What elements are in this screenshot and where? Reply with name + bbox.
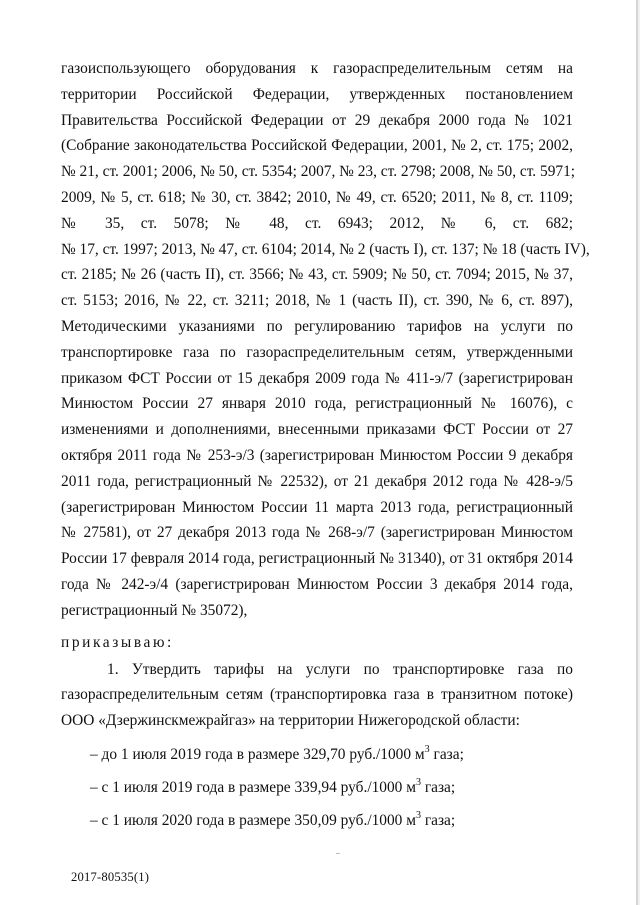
paragraph-line: 2011 года, регистрационный № 22532), от 21 декабря 2012 года № 428-э/5: [61, 472, 573, 490]
paragraph-line: № 35, ст. 5078; № 48, ст. 6943; 2012, № 6, ст. 682;: [61, 214, 573, 232]
tariff-item: [61, 808, 573, 841]
legal-basis-paragraph: [61, 56, 590, 624]
paragraph-line: № 21, ст. 2001; 2006, № 50, ст. 5354; 2007, № 23, ст. 2798; 2008, № 50, ст. 5971;: [61, 163, 576, 181]
cubic-superscript: 3: [415, 776, 421, 788]
paragraph-line: России 17 февраля 2014 года, регистрационный № 31340), от 31 октября 2014: [61, 550, 573, 568]
paragraph-line: изменениями и дополнениями, внесенными приказами ФСТ России от 27: [61, 421, 573, 439]
tariff-list: [61, 742, 573, 841]
paragraph-line: Методическими указаниями по регулированию тарифов на услуги по: [61, 317, 573, 335]
paragraph-line: (зарегистрирован Минюстом России 11 марта 2013 года, регистрационный: [61, 498, 573, 516]
paragraph-line: Минюстом России 27 января 2010 года, регистрационный № 16076), с: [61, 395, 573, 413]
paragraph-line: приказом ФСТ России от 15 декабря 2009 года № 411-э/7 (зарегистрирован: [61, 369, 573, 387]
scan-mark: [336, 853, 340, 854]
clause-1: [61, 657, 573, 734]
paragraph-line: транспортировке газа по газораспределительным сетям, утвержденными: [61, 343, 573, 361]
document-body: [61, 56, 590, 841]
paragraph-line: газоиспользующего оборудования к газораспределительным сетям на: [61, 60, 573, 77]
tariff-text: – с 1 июля 2019 года в размере 339,94 руб./1000 м: [90, 778, 416, 796]
clause-line: 1. Утвердить тарифы на услуги по транспортировке газа по: [107, 660, 573, 678]
tariff-item: [61, 775, 573, 808]
tariff-suffix: газа;: [420, 811, 456, 829]
paragraph-line: 2009, № 5, ст. 618; № 30, ст. 3842; 2010, № 49, ст. 6520; 2011, № 8, ст. 1109;: [61, 188, 573, 206]
paragraph-line: (Собрание законодательства Российской Федерации, 2001, № 2, ст. 175; 2002,: [61, 137, 573, 155]
paragraph-line: № 27581), от 27 декабря 2013 года № 268-э/7 (зарегистрирован Минюстом: [61, 524, 573, 542]
tariff-item: [61, 742, 573, 775]
document-code: 2017-80535(1): [71, 870, 150, 884]
clause-line: ООО «Дзержинскмежрайгаз» на территории Нижегородской области:: [61, 712, 520, 730]
paragraph-line: № 17, ст. 1997; 2013, № 47, ст. 6104; 2014, № 2 (часть I), ст. 137; № 18 (часть IV),: [61, 240, 590, 258]
paragraph-line: регистрационный № 35072),: [61, 601, 248, 619]
tariff-text: – с 1 июля 2020 года в размере 350,09 руб./1000 м: [90, 811, 416, 829]
cubic-superscript: 3: [415, 809, 421, 821]
tariff-suffix: газа;: [420, 778, 456, 796]
paragraph-line: ст. 2185; № 26 (часть II), ст. 3566; № 43, ст. 5909; № 50, ст. 7094; 2015, № 37,: [61, 266, 573, 284]
clause-line: газораспределительным сетям (транспортировка газа в транзитном потоке): [61, 686, 573, 704]
tariff-suffix: газа;: [429, 745, 464, 763]
paragraph-line: ст. 5153; 2016, № 22, ст. 3211; 2018, № 1 (часть II), ст. 390, № 6, ст. 897),: [61, 292, 573, 310]
tariff-text: – до 1 июля 2019 года в размере 329,70 руб./1000 м: [90, 745, 425, 763]
decree-word: приказываю:: [61, 633, 174, 651]
cubic-superscript: 3: [424, 743, 430, 755]
paragraph-line: года № 242-э/4 (зарегистрирован Минюстом России 3 декабря 2014 года,: [61, 575, 573, 593]
paragraph-line: октября 2011 года № 253-э/3 (зарегистрирован Минюстом России 9 декабря: [61, 446, 573, 464]
paragraph-line: территории Российской Федерации, утвержденных постановлением: [61, 85, 573, 103]
paragraph-line: Правительства Российской Федерации от 29 декабря 2000 года № 1021: [61, 111, 573, 129]
